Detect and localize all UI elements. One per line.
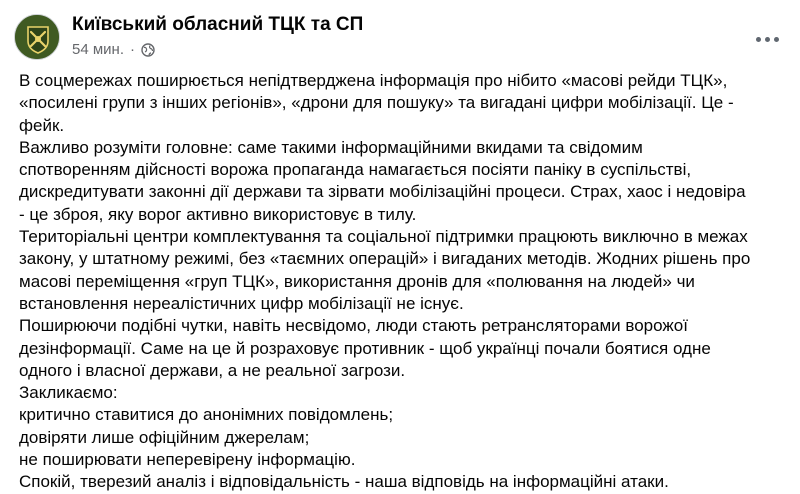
post-line: В соцмережах поширюється непідтверджена інформація про нібито «масові рейди ТЦК», xyxy=(19,71,728,90)
post-line: не поширювати неперевірену інформацію. xyxy=(19,450,356,470)
post-line: критично ставитися до анонімних повідомлень; xyxy=(19,405,394,425)
page-name[interactable]: Київський обласний ТЦК та СП xyxy=(72,14,364,35)
more-options-dot xyxy=(774,37,779,42)
more-options-dot xyxy=(765,37,770,42)
post-text xyxy=(19,70,789,494)
meta-separator: · xyxy=(130,41,135,58)
more-options-icon xyxy=(756,37,761,42)
post-line: одного і власної держави, а не реальної загрози. xyxy=(19,360,406,380)
post-meta xyxy=(72,41,155,58)
post-line: довіряти лише офіційним джерелам; xyxy=(19,427,310,447)
post-line: дискредитувати законні дії держави та зірвати мобілізаційні процеси. Страх, хаос і недовіра xyxy=(19,182,746,202)
post-line: встановлення нереалістичних цифр мобілізації не існує. xyxy=(19,293,464,313)
post-line: Спокій, тверезий аналіз і відповідальність - наша відповідь на інформаційні атаки. xyxy=(19,472,669,492)
post-line: Закликаємо: xyxy=(19,383,118,403)
post-line: закону, у штатному режимі, без «таємних операцій» і вигаданих методів. Жодних рішень про xyxy=(19,249,751,269)
post-line: Важливо розуміти головне: саме такими інформаційними вкидами та свідомим xyxy=(19,137,643,157)
post-header xyxy=(14,14,786,64)
post-line: «посилені групи з інших регіонів», «дрони для пошуку» та вигадані цифри мобілізації. Це - xyxy=(19,93,734,113)
post-line: масові переміщення «груп ТЦК», використання дронів для «полювання на людей» чи xyxy=(19,271,695,291)
post-line: - це зброя, яку ворог активно використовує в тилу. xyxy=(19,204,417,224)
military-emblem-icon xyxy=(15,15,60,60)
more-options-button[interactable] xyxy=(752,30,782,48)
post-line: Територіальні центри комплектування та соціальної підтримки працюють виключно в межах xyxy=(19,227,748,247)
post-time[interactable]: 54 мин. xyxy=(72,41,124,58)
globe-icon[interactable] xyxy=(141,43,155,57)
post-line: Поширюючи подібні чутки, навіть несвідомо, люди стають ретрансляторами ворожої xyxy=(19,316,688,336)
page-avatar[interactable] xyxy=(14,14,60,60)
post-line: дезінформації. Саме на це й розраховує противник - щоб українці почали боятися одне xyxy=(19,338,711,358)
post-line: спотворенням дійсності ворожа пропаганда намагається посіяти паніку в суспільстві, xyxy=(19,160,692,180)
post-line: фейк. xyxy=(19,115,65,135)
